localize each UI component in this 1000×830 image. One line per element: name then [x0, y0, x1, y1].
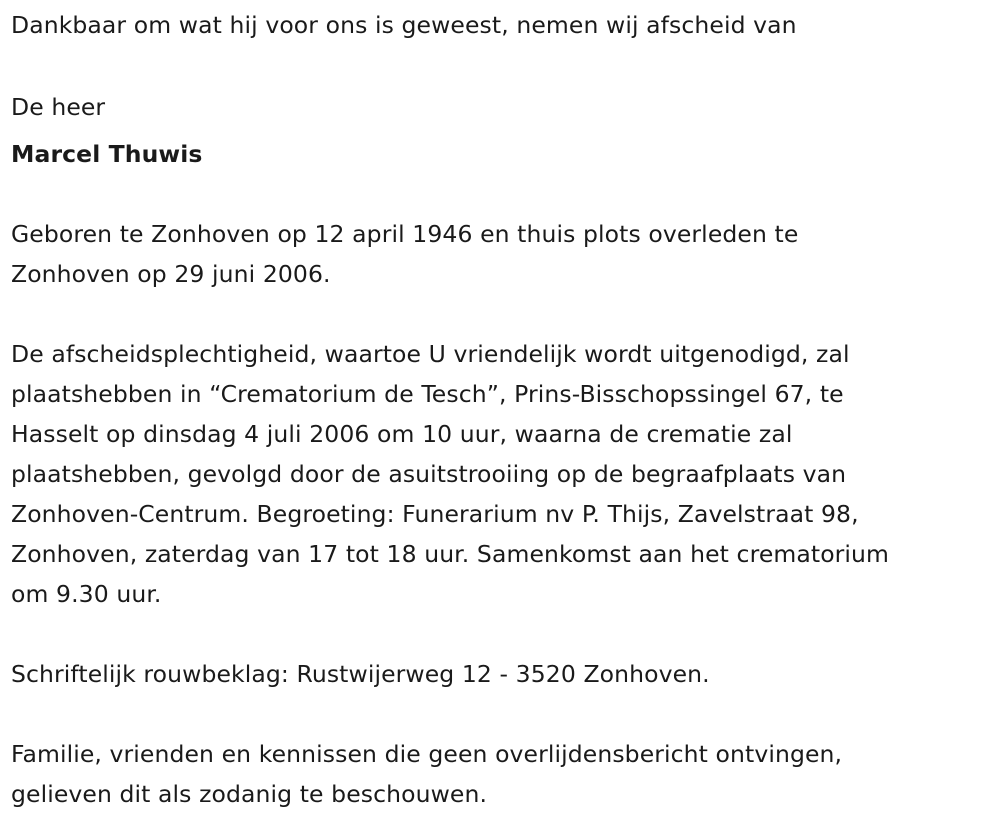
ceremony-line-1: De afscheidsplechtigheid, waartoe U vriendelijk wordt uitgenodigd, zal: [11, 340, 850, 368]
ceremony-line-3: Hasselt op dinsdag 4 juli 2006 om 10 uur, waarna de crematie zal: [11, 420, 793, 448]
salutation: De heer: [11, 93, 106, 121]
ceremony-line-7: om 9.30 uur.: [11, 580, 162, 608]
ceremony-line-4: plaatshebben, gevolgd door de asuitstrooiing op de begraafplaats van: [11, 460, 847, 488]
intro-text: Dankbaar om wat hij voor ons is geweest, nemen wij afscheid van: [11, 11, 797, 39]
deceased-name: Marcel Thuwis: [11, 140, 203, 168]
condolence-address: Schriftelijk rouwbeklag: Rustwijerweg 12 - 3520 Zonhoven.: [11, 660, 710, 688]
notice-line-1: Familie, vrienden en kennissen die geen overlijdensbericht ontvingen,: [11, 740, 843, 768]
ceremony-line-5: Zonhoven-Centrum. Begroeting: Funerarium nv P. Thijs, Zavelstraat 98,: [11, 500, 859, 528]
birth-line-1: Geboren te Zonhoven op 12 april 1946 en thuis plots overleden te: [11, 220, 799, 248]
ceremony-line-2: plaatshebben in “Crematorium de Tesch”, Prins-Bisschopssingel 67, te: [11, 380, 844, 408]
ceremony-line-6: Zonhoven, zaterdag van 17 tot 18 uur. Samenkomst aan het crematorium: [11, 540, 890, 568]
birth-line-2: Zonhoven op 29 juni 2006.: [11, 260, 331, 288]
notice-line-2: gelieven dit als zodanig te beschouwen.: [11, 780, 488, 808]
